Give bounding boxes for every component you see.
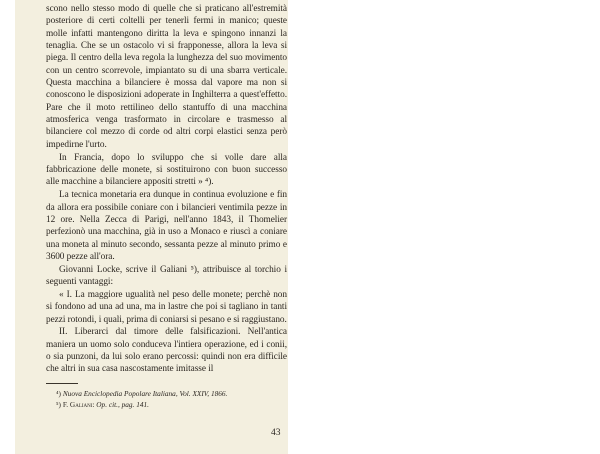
paragraph-5: « I. La maggiore ugualità nel peso delle monete; perchè non si fondono ad una ad una, ma in lastre che poi si tagliano in tanti pezzi rotondi, i quali, prima di coniarsi si pesano e si raggiustano. — [46, 289, 287, 325]
paragraph-1: scono nello stesso modo di quelle che si praticano all'estremità posteriore di certi coltelli per tenerli fermi in manico; queste molle infatti mantengono diritta la leva e spingono innanzi la tenaglia. Che se un ostacolo vi si frapponesse, allora la leva si piega. Il centro della leva regola la lunghezza del suo movimento con un centro scorrevole, impiantato su di una sbarra verticale. Questa macchina a bilanciere è mossa dal vapore ma non si conoscono le disposizioni adoperate in Inghilterra a quest'effetto. Pare che il moto rettilineo dello stantuffo di una macchina atmosferica venga trasformato in circolare e trasmesso al bilanciere col mezzo di corde od altri corpi elastici senza però impedirne l'urto. — [46, 4, 287, 150]
body-text — [46, 3, 287, 376]
blank-page-right — [288, 0, 600, 454]
paragraph-3: La tecnica monetaria era dunque in continua evoluzione e fin da allora era possibile coniare con i bilancieri ventimila pezze in 12 ore. Nella Zecca di Parigi, nell'anno 1843, il Thomelier perfezionò una macchina, già in uso a Monaco e riuscì a coniare una moneta al minuto secondo, sessanta pezze al minuto primo e 3600 pezze all'ora. — [46, 190, 287, 262]
footnotes — [46, 389, 287, 410]
footnote-4-mark: ⁴) — [56, 389, 61, 398]
footnote-4 — [46, 389, 287, 400]
footnote-separator — [46, 383, 78, 384]
paragraph-6: II. Liberarci dal timore delle falsificazioni. Nell'antica maniera un uomo solo conduceva l'intiera operazione, ed i conii, o sia punzoni, da lui solo erano percossi: quindi non era difficile che altri in sua casa nascostamente imitasse il — [46, 327, 287, 375]
footnote-5-author: F. Galiani — [62, 399, 93, 409]
footnote-5-mark: ⁵) — [56, 399, 61, 409]
paragraph-4: Giovanni Locke, scrive il Galiani ⁵), attribuisce al torchio i seguenti vantaggi: — [46, 264, 287, 288]
footnote-5: ⁵) F. Galiani: Op. cit., pag. 141. — [56, 399, 149, 409]
footnote-4-text: Nuova Enciclopedia Popolare Italiana, Vol. XXIV, 1866. — [62, 389, 228, 398]
book-page-left — [15, 0, 288, 454]
footnote-5-text: Op. cit., pag. 141. — [96, 399, 149, 409]
paragraph-2: In Francia, dopo lo sviluppo che si volle dare alla fabbricazione delle monete, si sostituirono con buon successo alle macchine a bilanciere appositi stretti » ⁴). — [46, 152, 287, 188]
page-number: 43 — [271, 428, 281, 438]
